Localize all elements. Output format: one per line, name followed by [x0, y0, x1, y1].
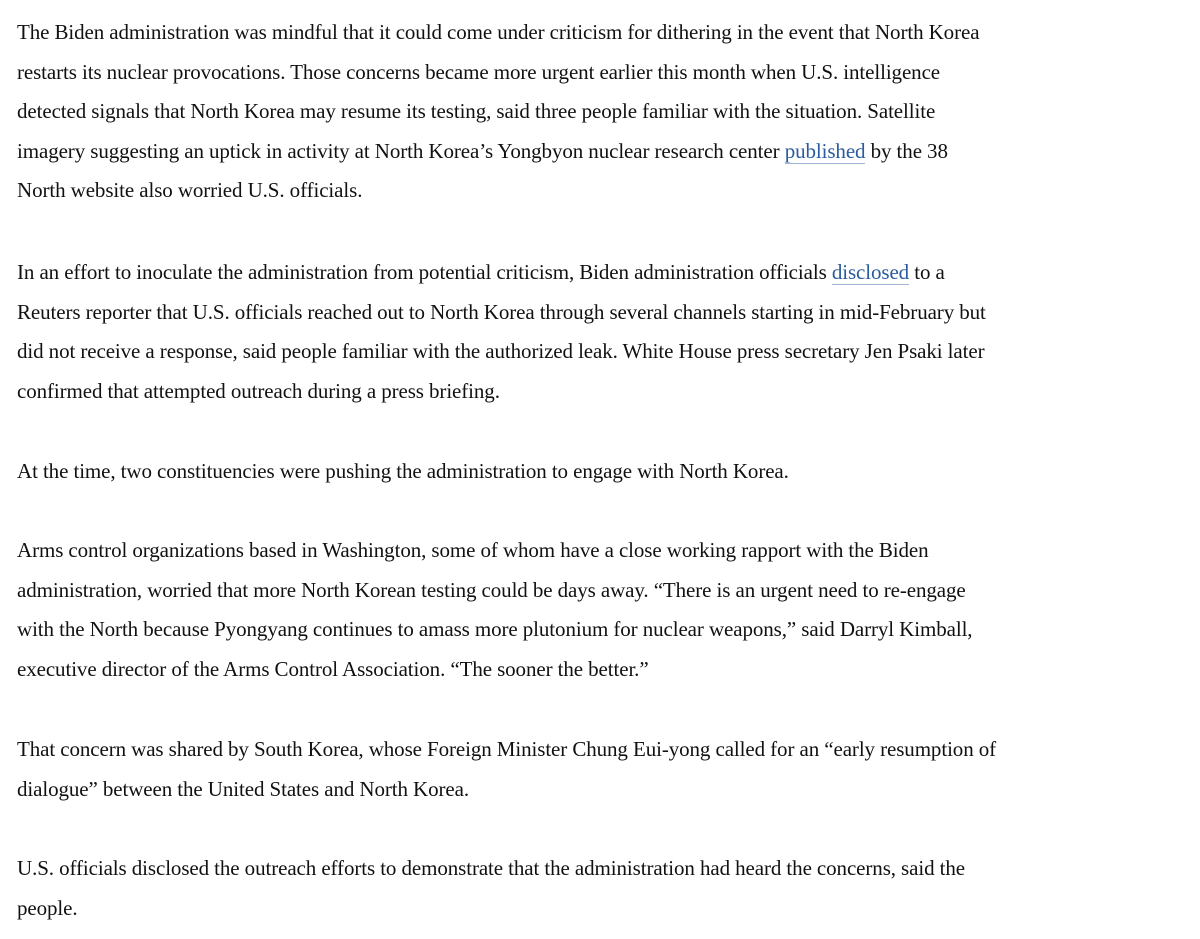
paragraph-3 [17, 452, 1195, 492]
paragraph-line: The Biden administration was mindful that it could come under criticism for dithering in the event that North Korea [17, 20, 980, 44]
paragraph-line: confirmed that attempted outreach during a press briefing. [17, 378, 500, 403]
paragraph-line: U.S. officials disclosed the outreach efforts to demonstrate that the administration had heard the concerns, said the [17, 856, 965, 880]
paragraph-6 [17, 849, 1195, 928]
paragraph-line: North website also worried U.S. officials. [17, 178, 363, 203]
paragraph-2 [17, 253, 1195, 411]
line-text: to a [909, 260, 945, 284]
paragraph-line: with the North because Pyongyang continues to amass more plutonium for nuclear weapons,” said Darryl Kimball, [17, 617, 973, 642]
paragraph-line: detected signals that North Korea may resume its testing, said three people familiar with the situation. Satellite [17, 99, 936, 124]
paragraph-line [17, 132, 1195, 172]
paragraph-line [17, 253, 1195, 293]
paragraph-5 [17, 730, 1195, 809]
line-text: In an effort to inoculate the administration from potential criticism, Biden administration officials [17, 260, 832, 284]
paragraph-line: Arms control organizations based in Washington, some of whom have a close working rapport with the Biden [17, 538, 929, 562]
line-text: by the 38 [865, 138, 948, 163]
paragraph-line: Reuters reporter that U.S. officials reached out to North Korea through several channels starting in mid-February but [17, 299, 986, 324]
paragraph-line: dialogue” between the United States and North Korea. [17, 776, 469, 801]
paragraph-line: At the time, two constituencies were pushing the administration to engage with North Korea. [17, 459, 789, 483]
paragraph-line: restarts its nuclear provocations. Those concerns became more urgent earlier this month when U.S. intelligence [17, 59, 941, 84]
published-link[interactable]: published [784, 138, 866, 163]
line-text: imagery suggesting an uptick in activity at North Korea’s Yongbyon nuclear research center [17, 138, 785, 163]
disclosed-link[interactable]: disclosed [831, 260, 910, 284]
paragraph-line: That concern was shared by South Korea, whose Foreign Minister Chung Eui-yong called for an “early resumption of [17, 737, 997, 761]
paragraph-line: executive director of the Arms Control Association. “The sooner the better.” [17, 656, 649, 681]
paragraph-4 [17, 531, 1195, 689]
paragraph-line: people. [17, 895, 78, 920]
paragraph-line: administration, worried that more North Korean testing could be days away. “There is an urgent need to re-engage [17, 577, 966, 602]
paragraph-line: did not receive a response, said people familiar with the authorized leak. White House press secretary Jen Psaki later [17, 339, 985, 364]
paragraph-1 [17, 13, 1195, 211]
